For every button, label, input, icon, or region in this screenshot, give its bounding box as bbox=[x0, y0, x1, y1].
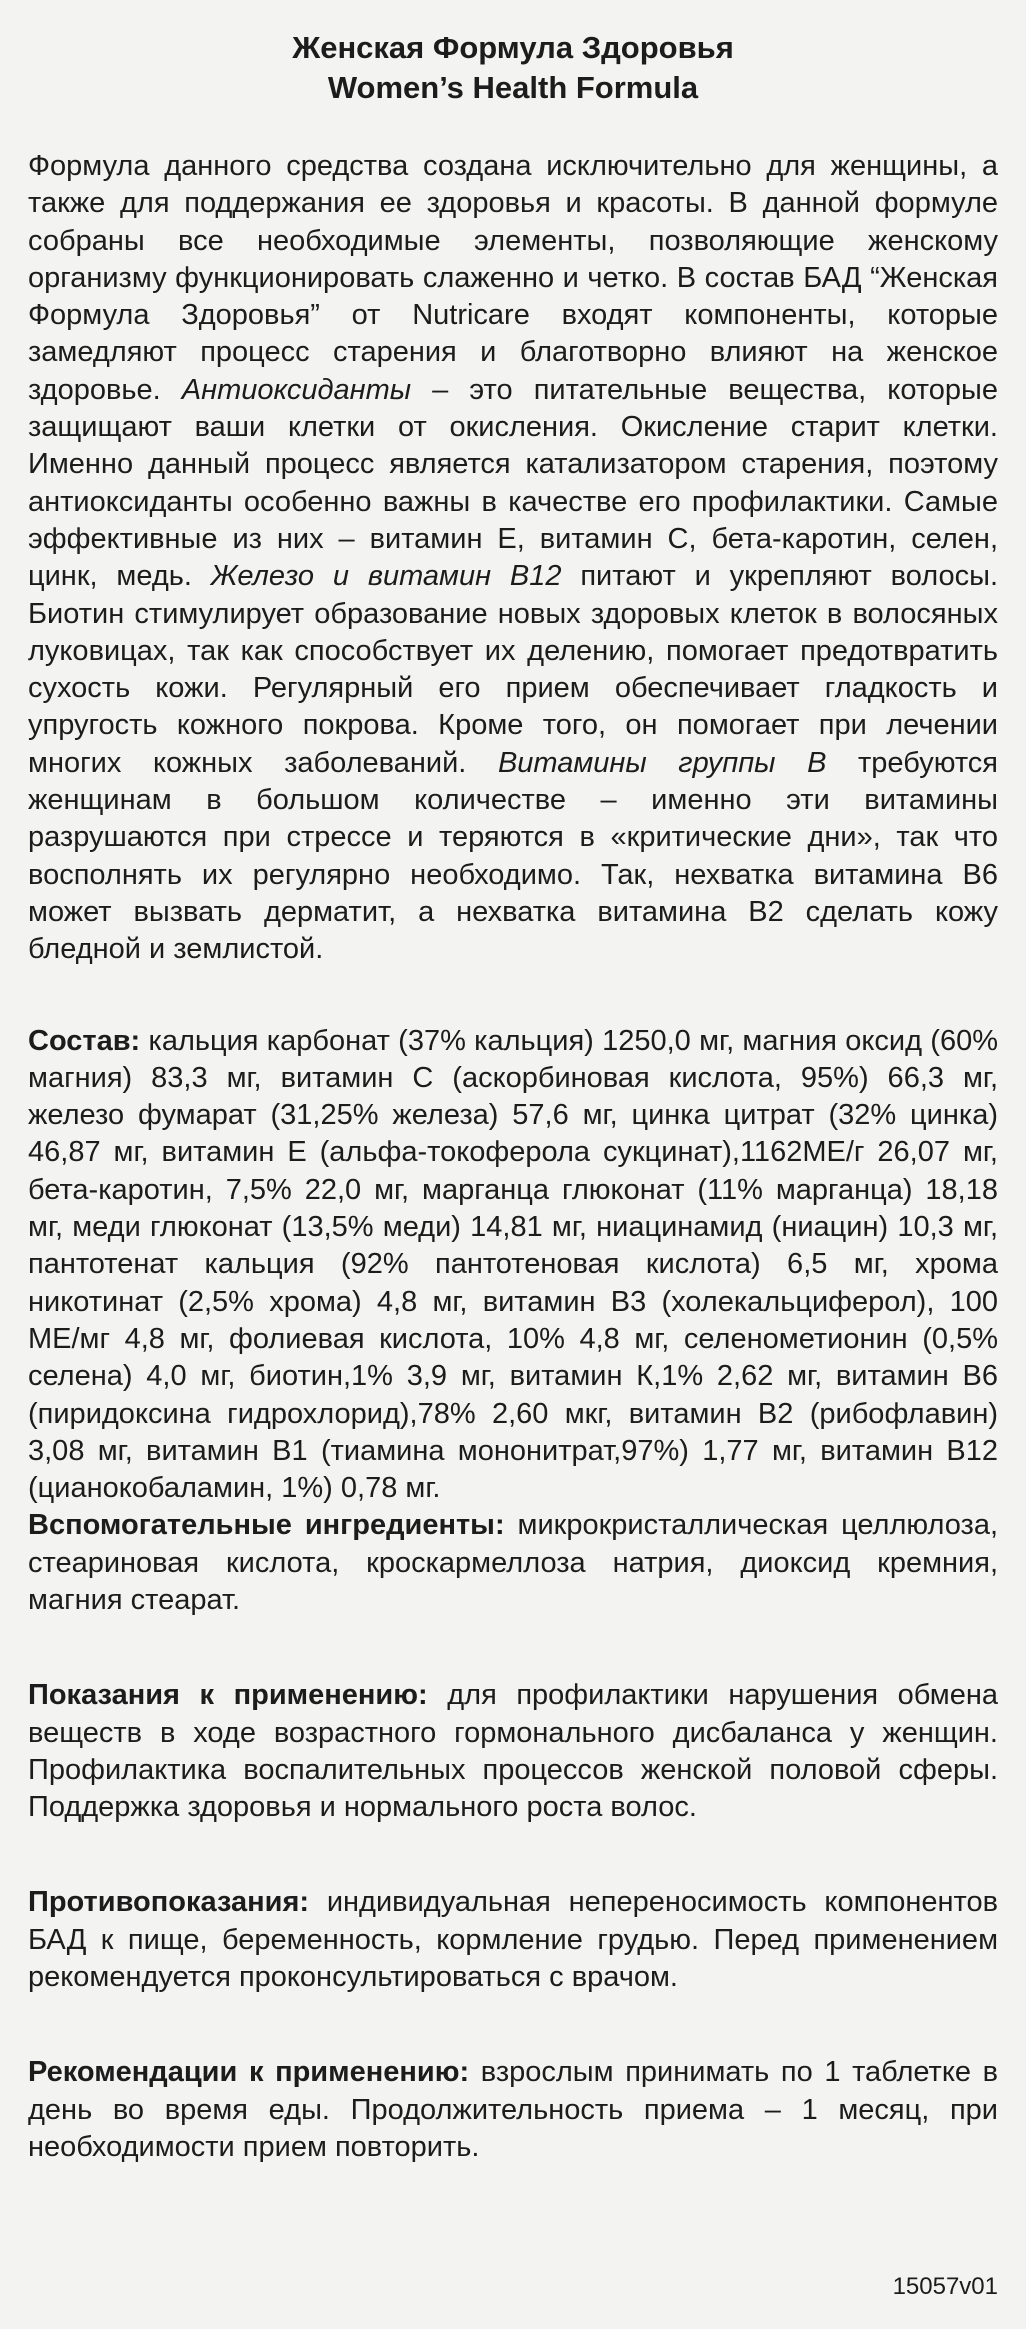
composition-label: Состав: bbox=[28, 1024, 141, 1057]
auxiliary-label: Вспомогательные ингредиенты: bbox=[28, 1509, 505, 1542]
composition-section bbox=[28, 1023, 998, 1508]
title-russian: Женская Формула Здоровья bbox=[292, 30, 734, 65]
iron-b12-label: Железо и витамин В12 bbox=[210, 560, 562, 593]
intro-text-1: Формула данного средства создана исключительно для женщины, а также для поддержания ее здоровья и красоты. В данной формуле собраны все необходимые элементы, позволяющие женскому организму функционировать слаженно и четко. В состав БАД “Женская Формула Здоровья” от Nutricare входят компоненты, которые замедляют процесс старения и благотворно влияют на женское здоровье. bbox=[28, 150, 998, 406]
intro-text-4: требуются женщинам в большом количестве – именно эти витамины разрушаются при стрессе и теряются в «критические дни», так что восполнять их регулярно необходимо. Так, нехватка витамина В6 может вызвать дерматит, а нехватка витамина В2 сделать кожу бледной и землистой. bbox=[28, 746, 998, 966]
intro-text-2: – это питательные вещества, которые защищают ваши клетки от окисления. Окисление старит клетки. Именно данный процесс является катализатором старения, поэтому антиоксиданты особенно важны в качестве его профилактики. Самые эффективные из них – витамин Е, витамин С, бета-каротин, селен, цинк, медь. bbox=[28, 373, 998, 593]
recommendations-text: взрослым принимать по 1 таблетке в день во время еды. Продолжительность приема – 1 месяц, при необходимости прием повторить. bbox=[28, 2056, 999, 2163]
intro-text-3: питают и укрепляют волосы. Биотин стимулирует образование новых здоровых клеток в волосяных луковицах, так как способствует их делению, помогает предотвратить сухость кожи. Регулярный его прием обеспечивает гладкость и упругость кожного покрова. Кроме того, он помогает при лечении многих кожных заболеваний. bbox=[28, 560, 998, 779]
contraindications-label: Противопоказания: bbox=[28, 1886, 310, 1919]
auxiliary-ingredients-section bbox=[28, 1507, 998, 1619]
contraindications-text: индивидуальная непереносимость компонентов БАД к пище, беременность, кормление грудью. Перед применением рекомендуется проконсультироваться с врачом. bbox=[28, 1886, 998, 1994]
indications-section bbox=[28, 1677, 998, 1826]
contraindications-section bbox=[28, 1884, 998, 1996]
vitamin-b-group-label: Витамины группы В bbox=[497, 746, 827, 779]
auxiliary-text: микрокристаллическая целлюлоза, стеариновая кислота, кроскармеллоза натрия, диоксид кремния, магния стеарат. bbox=[28, 1509, 999, 1616]
recommendations-label: Рекомендации к применению: bbox=[28, 2056, 470, 2089]
indications-text: для профилактики нарушения обмена веществ в ходе возрастного гормонального дисбаланса у женщин. Профилактика воспалительных процессов женской половой сферы. Поддержка здоровья и нормального роста волос. bbox=[28, 1679, 998, 1824]
intro-paragraph bbox=[28, 148, 998, 969]
antioxidants-label: Антиоксиданты bbox=[181, 373, 412, 406]
leaflet-page bbox=[28, 28, 998, 2166]
indications-label: Показания к применению: bbox=[28, 1679, 428, 1712]
recommendations-section bbox=[28, 2054, 998, 2166]
composition-text: кальция карбонат (37% кальция) 1250,0 мг, магния оксид (60% магния) 83,3 мг, витамин С (аскорбиновая кислота, 95%) 66,3 мг, железо фумарат (31,25% железа) 57,6 мг, цинка цитрат (32% цинка) 46,87 мг, витамин Е (альфа-токоферола сукцинат),1162МЕ/г 26,07 мг, бета-каротин, 7,5% 22,0 мг, марганца глюконат (11% марганца) 18,18 мг, меди глюконат (13,5% меди) 14,81 мг, ниацинамид (ниацин) 10,3 мг, пантотенат кальция (92% пантотеновая кислота) 6,5 мг, хрома никотинат (2,5% хрома) 4,8 мг, витамин В3 (холекальциферол), 100 МЕ/мг 4,8 мг, фолиевая кислота, 10% 4,8 мг, селенометионин (0,5% селена) 4,0 мг, биотин,1% 3,9 мг, витамин К,1% 2,62 мг, витамин В6 (пиридоксина гидрохлорид),78% 2,60 мкг, витамин В2 (рибофлавин) 3,08 мг, витамин В1 (тиамина мононитрат,97%) 1,77 мг, витамин В12 (цианокобаламин, 1%) 0,78 мг. bbox=[28, 1024, 998, 1505]
title-english: Women’s Health Formula bbox=[327, 70, 699, 105]
document-code: 15057v01 bbox=[892, 2273, 998, 2300]
